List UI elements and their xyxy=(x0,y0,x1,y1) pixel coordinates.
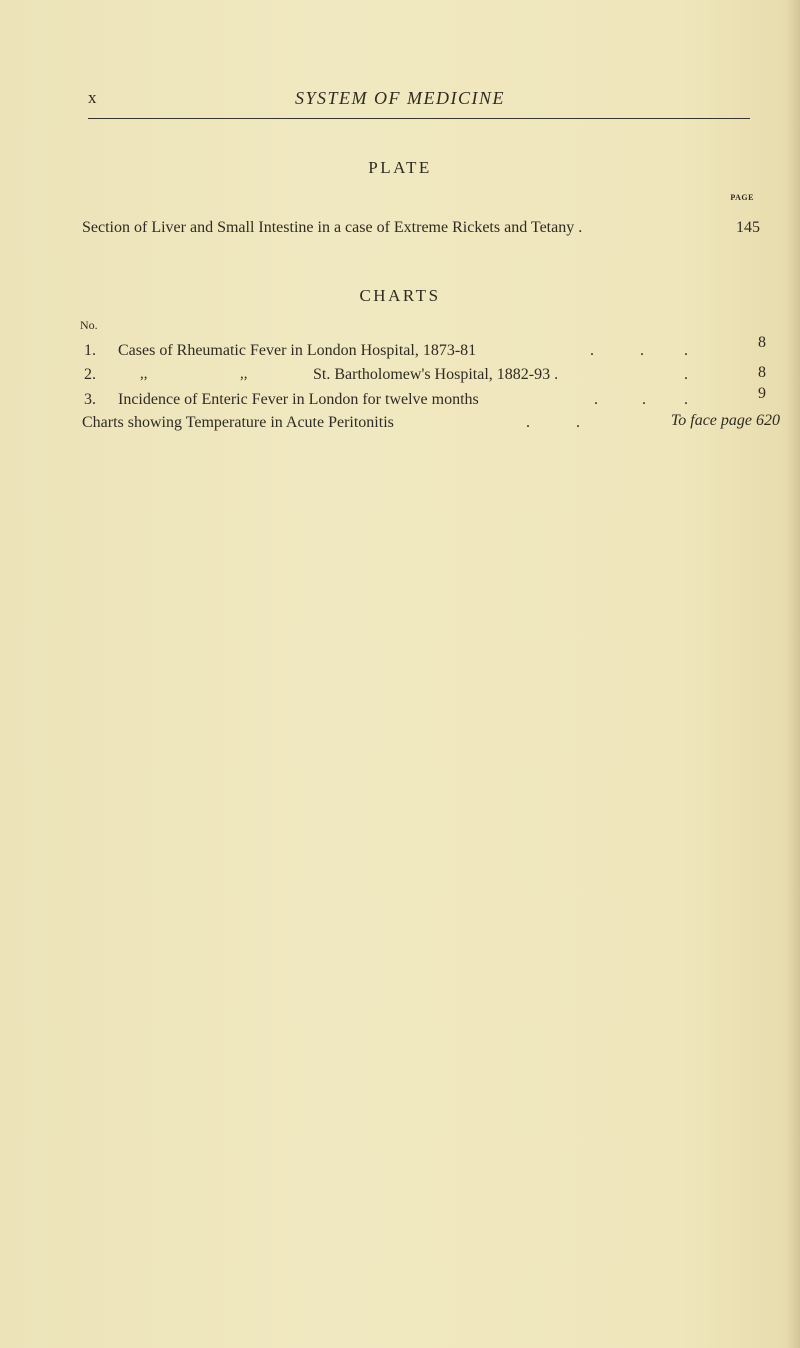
chart-entry-number: 3. xyxy=(84,391,96,408)
chart-entry-2 xyxy=(80,366,770,388)
charts-heading: CHARTS xyxy=(359,286,441,305)
chart-entry-page: To face page 620 xyxy=(670,412,780,429)
plate-heading: PLATE xyxy=(368,158,432,177)
chart-entry-text: Charts showing Temperature in Acute Peritonitis xyxy=(82,414,394,431)
page-number-roman: x xyxy=(88,88,98,107)
chart-entry-text: St. Bartholomew's Hospital, 1882-93 . xyxy=(313,366,559,383)
running-header xyxy=(0,88,800,114)
plate-entry-text: Section of Liver and Small Intestine in a case of Extreme Rickets and Tetany . xyxy=(82,219,583,236)
ditto-mark: ,, xyxy=(240,366,248,382)
leader-dot: . xyxy=(684,391,688,408)
chart-entry-page: 8 xyxy=(758,364,766,381)
chart-entry-number: 1. xyxy=(84,342,96,359)
chart-entry-text: Cases of Rheumatic Fever in London Hospital, 1873-81 xyxy=(118,342,477,359)
leader-dot: . xyxy=(640,342,644,359)
leader-dot: . xyxy=(684,342,688,359)
chart-entry-1 xyxy=(80,334,770,364)
chart-entry-text: Incidence of Enteric Fever in London for twelve months xyxy=(118,391,479,408)
chart-entry-page: 9 xyxy=(758,385,766,402)
running-title: SYSTEM OF MEDICINE xyxy=(295,88,505,108)
page-edge-shadow xyxy=(786,0,800,1348)
number-column-label: No. xyxy=(80,318,98,332)
leader-dot: . xyxy=(526,414,530,431)
chart-entry-4 xyxy=(80,412,780,436)
chart-entry-3 xyxy=(80,385,770,413)
header-rule xyxy=(88,118,750,119)
plate-entry xyxy=(80,219,770,241)
leader-dot: . xyxy=(594,391,598,408)
leader-dot: . xyxy=(590,342,594,359)
ditto-mark: ,, xyxy=(140,366,148,382)
page-column-label: PAGE xyxy=(730,193,754,202)
leader-dot: . xyxy=(576,414,580,431)
chart-entry-number: 2. xyxy=(84,366,96,383)
leader-dot: . xyxy=(642,391,646,408)
plate-entry-page: 145 xyxy=(736,219,760,236)
leader-dot: . xyxy=(684,366,688,383)
chart-entry-page: 8 xyxy=(758,334,766,351)
